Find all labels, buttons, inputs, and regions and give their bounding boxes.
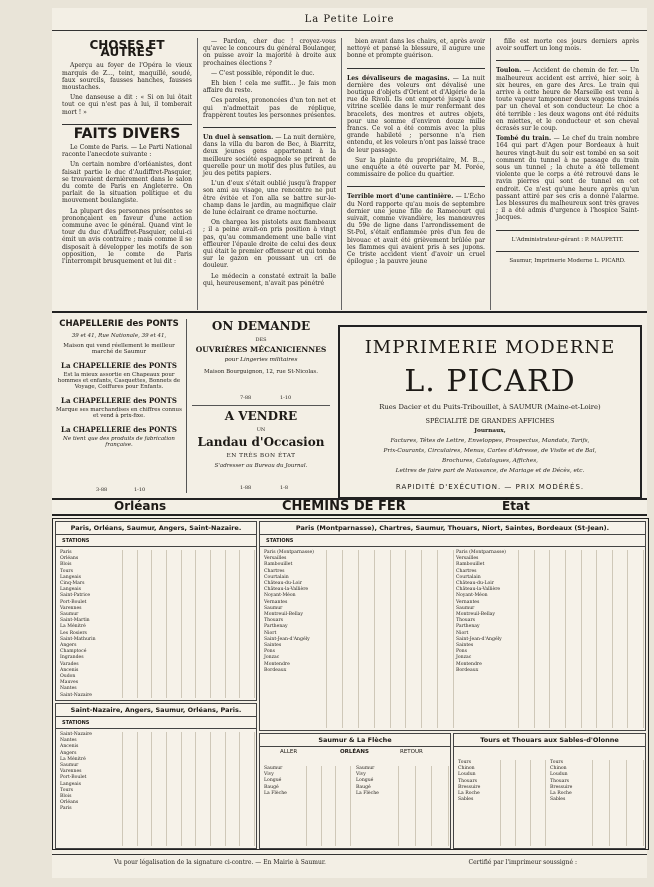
grid-rule xyxy=(306,766,307,846)
station-name: La Ménitré xyxy=(60,624,86,630)
ad-code: 1-88 xyxy=(240,485,252,491)
station-name: Orléans xyxy=(60,556,79,562)
station-name: Saint-Jean-d'Angély xyxy=(264,636,310,642)
station-name: La Flèche xyxy=(264,790,287,796)
paragraph: Le médecin a constaté extrait la balle qui, heureusement, n'avait pas pénétré xyxy=(203,272,336,287)
ad-separator xyxy=(186,319,187,493)
ad-code: 1-8 xyxy=(280,485,289,491)
divider xyxy=(496,230,639,231)
station-name: Saint-Nazaire xyxy=(60,692,93,698)
column-separator xyxy=(197,38,198,310)
station-name: La Roche xyxy=(550,791,572,797)
orleans-label: Orléans xyxy=(114,499,167,513)
grid-rule xyxy=(358,550,359,728)
station-name: Thouars xyxy=(264,618,284,624)
paragraph: bien avant dans les chairs, et, après avoir nettoyé et pansé la blessure, il augure une bonne et prompte guérison. xyxy=(347,38,485,60)
ad-code: 7-88 xyxy=(240,395,252,401)
station-name: Vernantes xyxy=(456,599,480,605)
ad-text: UN xyxy=(256,427,266,433)
timetable-grid xyxy=(326,550,453,728)
grid-rule xyxy=(326,550,327,728)
station-name: Loudun xyxy=(550,772,568,778)
station-name: Saumur xyxy=(264,766,283,771)
paragraph: On chargea les pistolets aux flambeaux ; il a peine avait-on pris position à vingt pas, qu'au commandement une balle vint effleurer l'épaule droite de celui des deux qui était le premier offenseur et qui tomba sur le gazon en poussant un cri de douleur. xyxy=(203,219,336,270)
station-name: Chartres xyxy=(264,568,285,574)
grid-rule xyxy=(137,550,138,698)
ad-text: OUVRIÈRES MÉCANICIENNES xyxy=(195,345,327,354)
column-1 xyxy=(62,38,192,268)
timetable-title: Paris, Orléans, Saumur, Angers, Saint-Nazaire. xyxy=(56,522,256,535)
timetable-saumur-la-fleche xyxy=(259,733,451,849)
station-name: Thouars xyxy=(456,618,476,624)
station-name: La Flèche xyxy=(356,790,379,796)
grid-rule xyxy=(390,550,391,728)
station-name: Bordeaux xyxy=(456,667,479,673)
paragraph: Les dévaliseurs de magasins. — La nuit dernière des voleurs ont dévalisé une boutique d'objets d'Orient et d'Algérie de la rue de Rivoli. Ils ont emporté jusqu'à une vitrine scellée dans le mur renfermant des bracelets, des montres et autres objets, pour une somme d'environ douze mille francs. Ce vol a été commis avec la plus grande habileté ; personne n'a rien entendu, et les voleurs n'ont pas laissé trace de leur passage. xyxy=(347,74,485,154)
station-name: Saumur xyxy=(456,605,475,611)
ad-text: Ne tient que des produits de fabrication française. xyxy=(63,436,175,448)
grid-rule xyxy=(627,550,628,728)
newspaper-title: La Petite Loire xyxy=(304,14,395,25)
grid-rule xyxy=(534,550,535,728)
station-name: Chartres xyxy=(456,568,477,574)
station-name: Rambouillet xyxy=(456,562,485,568)
ad-title: IMPRIMERIE MODERNE xyxy=(364,337,616,358)
grid-rule xyxy=(239,550,240,698)
advertisements xyxy=(52,311,647,500)
grid-rule xyxy=(254,732,255,846)
grid-rule xyxy=(151,732,152,846)
ad-brand: L. PICARD xyxy=(404,364,576,399)
station-name: Tours xyxy=(60,568,73,574)
grid-rule xyxy=(335,766,336,846)
station-name: Pons xyxy=(264,649,275,655)
ad-text: S'adresser au Bureau du Journal. xyxy=(214,463,308,469)
ad-text: Journaux, xyxy=(474,428,506,434)
grid-rule xyxy=(151,550,152,698)
grid-rule xyxy=(137,732,138,846)
ad-imprimerie-picard xyxy=(338,325,642,499)
grid-rule xyxy=(421,550,422,728)
station-name: Angers xyxy=(60,643,77,649)
column-3 xyxy=(347,38,485,268)
orleans-sub-label: ORLÉANS xyxy=(340,749,369,755)
station-name: Saintes xyxy=(264,643,282,649)
timetable-title: Paris (Montparnasse), Chartres, Saumur, Thouars, Niort, Saintes, Bordeaux (St-Jean). xyxy=(260,522,645,535)
station-name: Thouars xyxy=(550,778,570,784)
grid-rule xyxy=(518,550,519,728)
station-name: Versailles xyxy=(456,556,479,562)
ad-text: DES xyxy=(255,337,267,343)
ad-text: SPÉCIALITÉ DE GRANDES AFFICHES xyxy=(425,417,555,425)
masthead xyxy=(52,8,647,31)
aller-label: ALLER xyxy=(280,749,298,755)
ad-address: 39 et 41, Rue Nationale, 39 et 41, xyxy=(71,333,167,339)
station-name: Bordeaux xyxy=(264,667,287,673)
grid-rule xyxy=(592,760,593,846)
station-name: Oudon xyxy=(60,674,76,680)
station-name: Baugé xyxy=(356,784,371,790)
station-name: Orléans xyxy=(60,800,79,806)
station-name: Montreuil-Bellay xyxy=(456,612,496,618)
paragraph: Une danseuse a dit : « Si on lui ôtait tout ce qui n'est pas à lui, il tomberait mort ! » xyxy=(62,94,192,116)
station-name: Noyant-Méon xyxy=(264,593,296,599)
station-name: Saint-Jean-d'Angély xyxy=(456,636,502,642)
timetable-grid xyxy=(398,766,448,846)
grid-rule xyxy=(122,550,123,698)
ad-title: A VENDRE xyxy=(224,409,298,423)
station-name: Montendre xyxy=(264,661,290,667)
ad-text: RAPIDITÉ D'EXÉCUTION. — PRIX MODÉRÉS. xyxy=(395,483,585,491)
grid-rule xyxy=(545,760,546,846)
ad-code: 1-10 xyxy=(280,395,292,401)
station-name: Saumur xyxy=(356,766,375,771)
timetable-grid xyxy=(122,550,254,698)
ad-text: pour Lingeries militaires xyxy=(224,357,298,363)
station-name: Paris xyxy=(60,806,72,812)
ad-text: Brochures, Catalogues, Affiches, xyxy=(441,458,539,464)
station-name: Varades xyxy=(60,661,79,667)
grid-rule xyxy=(195,732,196,846)
paragraph: Ces paroles, prononcées d'un ton net et qui n'admettait pas de réplique, frappèrent toutes les personnes présentes. xyxy=(203,97,336,119)
divider xyxy=(347,186,485,187)
station-name: Cinq-Mars xyxy=(60,581,85,587)
ad-text: Landau d'Occasion xyxy=(197,435,325,449)
station-name: Pons xyxy=(456,649,467,655)
timetable-grid xyxy=(592,760,643,846)
paragraph: Un duel à sensation. — La nuit dernière, dans la villa du baron de Bec, à Biarritz, deux jeunes gens appartenant à la meilleure société espagnole se prirent de querelle pour un motif des plus futiles, au jeu des petits papiers. xyxy=(203,134,336,178)
grid-rule xyxy=(166,550,167,698)
station-name: Thouars xyxy=(458,778,478,784)
ad-title: ON DEMANDE xyxy=(211,319,311,333)
ad-text: Est la mieux assortie en Chapeaux pour hommes et enfants, Casquettes, Bonnets de Voyage, Coiffures pour Enfants. xyxy=(57,372,181,390)
station-name: Les Rosiers xyxy=(60,630,87,636)
ad-separator xyxy=(192,405,330,406)
timetable-grid xyxy=(122,732,254,846)
grid-rule xyxy=(500,760,501,846)
grid-rule xyxy=(643,760,644,846)
station-name: Baugé xyxy=(264,784,279,790)
article-title: Toulon. xyxy=(496,67,522,75)
station-name: Saumur xyxy=(60,763,79,769)
station-name: Langeais xyxy=(60,587,81,593)
ad-text: Marque ses marchandises en chiffres connus et vend à prix-fixe. xyxy=(56,407,182,419)
timetable-title: Saint-Nazaire, Angers, Saumur, Orléans, Paris. xyxy=(56,704,256,717)
grid-rule xyxy=(453,550,454,728)
ad-code: 1-10 xyxy=(134,487,146,493)
station-name: Tours xyxy=(550,760,563,765)
paragraph: Eh bien ! cela me suffit... Je fais mon affaire du reste. xyxy=(203,80,336,95)
grid-rule xyxy=(612,550,613,728)
paragraph: — C'est possible, répondit le duc. xyxy=(211,69,315,77)
station-name: Bressuire xyxy=(458,784,481,790)
station-name: Château-la-Vallière xyxy=(264,587,309,593)
divider xyxy=(203,127,336,128)
timetable-title: Tours et Thouars aux Sables-d'Olonne xyxy=(454,734,645,747)
station-name: Vernantes xyxy=(264,599,288,605)
station-name: Longué xyxy=(356,778,374,784)
station-name: Noyant-Méon xyxy=(456,593,488,599)
ad-a-vendre xyxy=(190,409,332,493)
timetables xyxy=(52,518,649,850)
retour-label: RETOUR xyxy=(400,749,423,755)
station-name: La Roche xyxy=(458,791,480,797)
ad-brand: La CHAPELLERIE des PONTS xyxy=(61,425,177,434)
station-name: Ingrandes xyxy=(60,655,84,661)
station-name: Château-du-Loir xyxy=(456,581,494,587)
grid-rule xyxy=(374,550,375,728)
station-name: Saintes xyxy=(456,643,474,649)
gerant-signature: L'Administrateur-gérant : P. MAUPETIT. xyxy=(511,236,624,243)
station-name: Nantes xyxy=(60,686,77,692)
station-name: Saumur xyxy=(264,605,283,611)
grid-rule xyxy=(596,550,597,728)
grid-rule xyxy=(515,760,516,846)
ad-text: Prix-Courants, Circulaires, Menus, Cartes d'Adresse, de Visite et de Bal, xyxy=(383,448,597,454)
station-name: Loudun xyxy=(458,772,476,778)
station-list xyxy=(264,550,324,674)
timetable-title: Saumur & La Flèche xyxy=(260,734,450,747)
grid-rule xyxy=(225,550,226,698)
station-name: Courtalain xyxy=(456,574,481,580)
station-name: Ancenis xyxy=(60,667,79,673)
station-name: Niort xyxy=(264,630,277,636)
station-list xyxy=(356,766,396,797)
station-name: Varennes xyxy=(60,605,82,611)
grid-rule xyxy=(342,550,343,728)
station-name: Saint-Martin xyxy=(60,618,90,624)
station-name: Port-Boulet xyxy=(60,599,87,605)
grid-rule xyxy=(398,766,399,846)
station-list xyxy=(60,732,120,813)
ad-address: Rues Dacier et du Puits-Tribouillet, à SAUMUR (Maine-et-Loire) xyxy=(379,403,601,411)
paragraph: Terrible mort d'une cantinière. — L'Écho du Nord rapporte qu'au mois de septembre dernier une jeune fille de Ramecourt qui suivait, comme vivandière, les manœuvres du 59e de ligne dans l'arrondissement de St-Pol, s'était enflammée près d'un feu de bivouac et avait été grièvement brûlée par les flammes qui avaient pris à ses jupons. Ce triste accident vient d'avoir un cruel épilogue ; la pauvre jeune xyxy=(347,193,486,266)
station-list xyxy=(550,760,590,803)
grid-rule xyxy=(239,732,240,846)
divider xyxy=(496,251,639,252)
printer-signature: Saumur, Imprimerie Moderne L. PICARD. xyxy=(509,258,626,265)
ad-on-demande xyxy=(190,319,332,403)
grid-rule xyxy=(166,732,167,846)
station-name: Niort xyxy=(456,630,469,636)
ad-brand: La CHAPELLERIE des PONTS xyxy=(61,396,177,405)
timetable-grid xyxy=(500,760,545,846)
grid-rule xyxy=(565,550,566,728)
grid-rule xyxy=(210,732,211,846)
grid-rule xyxy=(581,550,582,728)
station-name: Paris xyxy=(60,550,72,555)
station-name: Jonzac xyxy=(456,655,472,661)
station-name: Longué xyxy=(264,778,282,784)
column-separator xyxy=(490,38,491,310)
timetable-paris-saint-nazaire: Paris, Orléans, Saumur, Angers, Saint-Nazaire. STATIONS Paris Orléans Blois Tours Langeais Cinq-Mars Langeais Saint-Patrice Port-Boulet Varennes Saumur Saint-Martin La Ménitré Les Rosiers Saint-Mathurin Angers Champtocé Ingrandes Varades Ancenis Oudon Mauves Nantes Saint-Nazaire xyxy=(55,521,257,701)
station-name: Blois xyxy=(60,562,72,568)
timetable-grid xyxy=(306,766,350,846)
station-name: Port-Boulet xyxy=(60,775,87,781)
timetable-grid xyxy=(518,550,643,728)
station-name: Rambouillet xyxy=(264,562,293,568)
grid-rule xyxy=(530,760,531,846)
station-name: Mauves xyxy=(60,680,79,686)
timetable-tours-sables xyxy=(453,733,646,849)
grid-rule xyxy=(350,766,351,846)
grid-rule xyxy=(210,550,211,698)
station-name: Sables xyxy=(458,797,474,803)
divider xyxy=(496,60,639,61)
article-title: Un duel à sensation. xyxy=(203,134,274,142)
station-name: Paris (Montparnasse) xyxy=(264,550,314,555)
ad-chapellerie xyxy=(56,319,182,495)
station-name: Château-du-Loir xyxy=(264,581,302,587)
grid-rule xyxy=(181,732,182,846)
paragraph: Aperçu au foyer de l'Opéra le vieux marquis de Z..., teint, maquillé, soudé, faux sourcils, fausses hanches, fausses moustaches. xyxy=(62,62,192,92)
grid-rule xyxy=(448,766,449,846)
column-separator xyxy=(341,38,342,310)
article-title: Terrible mort d'une cantinière. xyxy=(347,193,454,201)
timetable-saint-nazaire-paris: Saint-Nazaire, Angers, Saumur, Orléans, Paris. STATIONS Saint-Nazaire Nantes Ancenis Angers La Ménitré Saumur Varennes Port-Boulet Langeais Tours Blois Orléans Paris xyxy=(55,703,257,849)
station-name: Langeais xyxy=(60,574,81,580)
column-4 xyxy=(496,38,639,264)
paragraph: Le Comte de Paris. — Le Parti National raconte l'anecdote suivante : xyxy=(62,144,192,159)
grid-rule xyxy=(225,732,226,846)
grid-rule xyxy=(321,766,322,846)
paragraph: — Pardon, cher duc ! croyez-vous qu'avec le concours du général Boulanger, on puisse avoir la majorité à droite aux prochaines élections ? xyxy=(203,38,336,67)
station-name: Château-la-Vallière xyxy=(456,587,501,593)
article-title: Les dévaliseurs de magasins. xyxy=(347,74,450,82)
footer-right-text: Certifié par l'imprimeur soussigné : xyxy=(468,859,577,866)
station-name: Jonzac xyxy=(264,655,280,661)
grid-rule xyxy=(549,550,550,728)
paragraph: Tombé du train. — Le chef du train nombre 164 qui part d'Agen pour Bordeaux à huit heures vingt-huit du soir est tombé en sa soit comment du tunnel à ne passage du train sous un tunnel ; la chute a été tellement violente que le corps a été retrouvé dans le ravin pierres qui sont de tunnel en cet endroit. Ce n'est qu'une heure après qu'un passant attiré par ses cris a donné l'alarme. Les blessures du malheureux sont très graves ; il a été admis d'urgence à l'hospice Saint-Jacques. xyxy=(496,135,640,222)
ad-text: Lettres de faire part de Naissance, de Mariage et de Décès, etc. xyxy=(395,468,585,474)
station-name: Langeais xyxy=(60,781,81,787)
paragraph: L'un d'eux s'était oublié jusqu'à frapper son ami au visage, une rencontre ne put être évitée et l'on alla se battre sur-le-champ dans le jardin, au magnifique clair de lune éclairant ce drame nocturne. xyxy=(203,180,336,217)
ad-text: Factures, Têtes de Lettre, Enveloppes, Prospectus, Mandats, Tarifs, xyxy=(390,438,590,444)
paragraph: Un certain nombre d'orléanistes, dont faisait partie le duc d'Audiffret-Pasquier, se trouvaient dernièrement dans le salon du comte de Paris en Angleterre. On parlait de la situation politique et du mouvement boulangiste. xyxy=(62,161,192,205)
grid-rule xyxy=(643,550,644,728)
newspaper-page xyxy=(52,8,647,878)
station-name: Tours xyxy=(60,787,73,793)
divider xyxy=(347,68,485,69)
station-name: Tours xyxy=(458,760,471,765)
paragraph: Toulon. — Accident de chemin de fer. — Un malheureux accident est arrivé, hier soir, à six heures, en gare des Arcs. Le train qui arrive à cette heure de Marseille est venu à toute vapeur tamponner deux wagons trainés par un cheval et son conducteur. Le choc a été terrible : les deux wagons ont été réduits en miettes, et le conducteur et son cheval écrasés sur le coup. xyxy=(496,67,640,133)
article-title: Tombé du train. xyxy=(496,135,552,143)
station-name: Chinon xyxy=(458,766,475,772)
paragraph: Sur la plainte du propriétaire, M. B..., une enquête a été ouverte par M. Porée, commissaire de police du quartier. xyxy=(347,156,485,179)
grid-rule xyxy=(431,766,432,846)
grid-rule xyxy=(437,550,438,728)
station-name: Varennes xyxy=(60,769,82,775)
footer-left-text: Vu pour légalisation de la signature ci-contre. — En Mairie à Saumur. xyxy=(114,859,326,866)
ad-text: EN TRÈS BON ÉTAT xyxy=(226,453,296,459)
railway-header xyxy=(52,496,647,516)
footer xyxy=(52,854,647,871)
station-name: Bressuire xyxy=(550,784,573,790)
station-name: Saint-Nazaire xyxy=(60,732,93,737)
station-name: Montreuil-Bellay xyxy=(264,612,304,618)
station-name: Vivy xyxy=(356,772,366,778)
station-name: Saint-Mathurin xyxy=(60,636,96,642)
station-list xyxy=(264,766,304,797)
paragraph: La plupart des personnes présentes se prononçaient en faveur d'une action commune avec le général. Quand vint le tour du duc d'Audiffret-Pasquier, celui-ci émit un avis contraire ; mais comme il se disposait à développer les motifs de son opposition, le comte de Paris l'interrompit brusquement et lui dit : xyxy=(62,207,192,266)
station-name: Blois xyxy=(60,794,72,800)
station-name: Saint-Patrice xyxy=(60,593,91,599)
faits-divers-title: FAITS DIVERS xyxy=(73,125,181,142)
ad-title: CHAPELLERIE des PONTS xyxy=(59,319,179,329)
chemins-de-fer-title: CHEMINS DE FER xyxy=(282,499,406,514)
grid-rule xyxy=(415,766,416,846)
divider xyxy=(62,124,192,125)
station-name: Chinon xyxy=(550,766,567,772)
grid-rule xyxy=(195,550,196,698)
grid-rule xyxy=(122,732,123,846)
station-list xyxy=(60,550,120,699)
column-2 xyxy=(203,38,336,290)
grid-rule xyxy=(181,550,182,698)
station-name: Champtocé xyxy=(60,649,87,655)
station-name: Angers xyxy=(60,750,77,756)
timetable-paris-bordeaux: Paris (Montparnasse), Chartres, Saumur, Thouars, Niort, Saintes, Bordeaux (St-Jean). STATIONS Paris (Montparnasse) Versailles Rambouillet Chartres Courtalain Château-du-Loir Château-la-Vallière Noyant-Méon Vernantes Saumur Montreuil-Bellay Thouars Parthenay Niort Saint-Jean-d'Angély Saintes Pons Jonzac Montendre Bordeaux Paris (Montparnasse) Versailles Rambouillet Chartres Courtalain Château-du-Loir Château-la-Vallière Noyant-Méon Vernantes Saumur Montreuil-Bellay Thouars Parthenay Niort Saint-Jean-d'Angély Saintes Pons Jonzac Montendre Bordeaux xyxy=(259,521,646,731)
station-list xyxy=(456,550,516,674)
grid-rule xyxy=(609,760,610,846)
station-name: Nantes xyxy=(60,738,77,744)
paragraph: fille est morte ces jours derniers après avoir souffert un long mois. xyxy=(496,38,639,53)
station-name: Sables xyxy=(550,797,566,803)
station-name: Paris (Montparnasse) xyxy=(456,550,506,555)
station-name: Saumur xyxy=(60,612,79,618)
station-name: Versailles xyxy=(264,556,287,562)
ad-text: Maison qui vend réellement le meilleur marché de Saumur xyxy=(63,343,175,355)
ad-brand: La CHAPELLERIE des PONTS xyxy=(61,361,177,370)
grid-rule xyxy=(254,550,255,698)
grid-rule xyxy=(405,550,406,728)
station-name: Parthenay xyxy=(264,624,288,630)
station-name: Ancenis xyxy=(60,744,79,750)
station-name: Courtalain xyxy=(264,574,289,580)
station-name: Parthenay xyxy=(456,624,480,630)
station-name: Vivy xyxy=(264,772,274,778)
choses-et-autres-title: CHOSES ET AUTRES xyxy=(89,38,165,60)
station-name: Montendre xyxy=(456,661,482,667)
ad-code: 3-88 xyxy=(96,487,108,493)
etat-label: État xyxy=(502,499,530,513)
grid-rule xyxy=(626,760,627,846)
ad-text: Maison Bourguignon, 12, rue St-Nicolas. xyxy=(204,369,318,375)
station-list xyxy=(458,760,498,803)
station-name: La Ménitré xyxy=(60,756,86,762)
